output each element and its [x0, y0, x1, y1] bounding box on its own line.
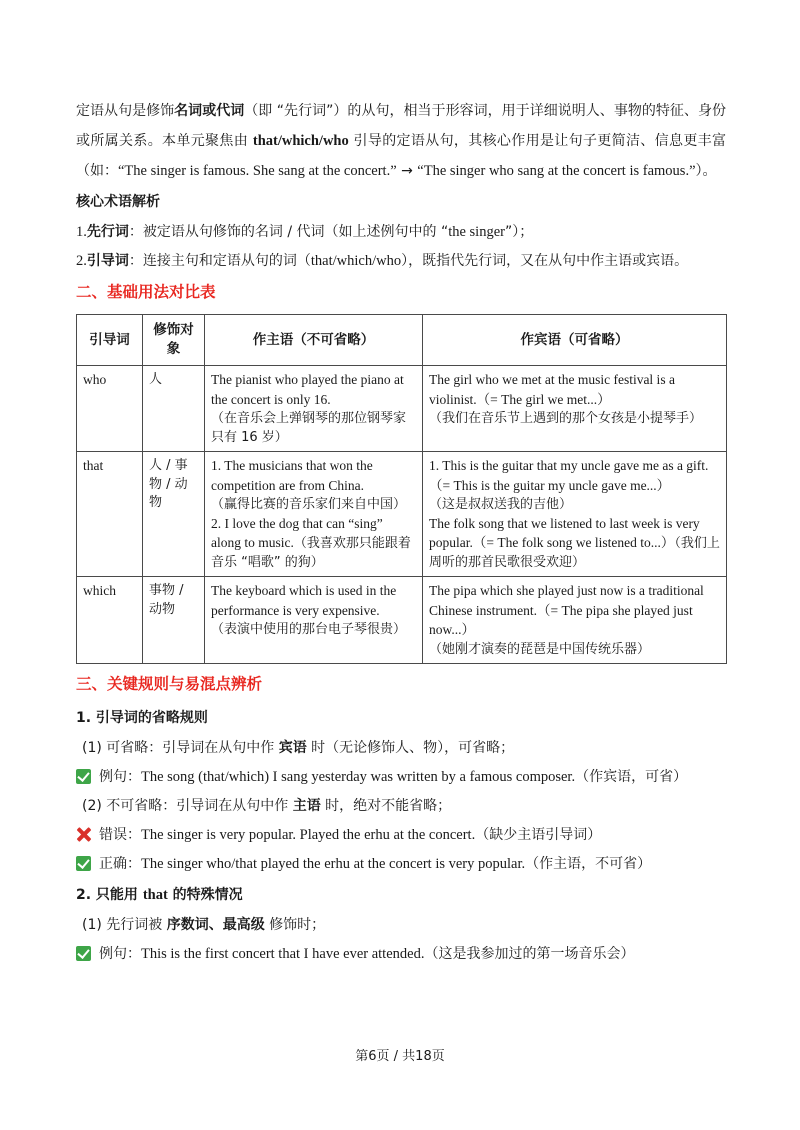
target-text: 人 / 事物 / 动物: [149, 458, 188, 510]
cell-word: [77, 452, 143, 577]
rule-1-b-bold: 主语: [292, 798, 321, 814]
page-footer: 第6页 / 共18页: [355, 1049, 445, 1064]
header-word: 引导词: [77, 315, 143, 366]
right-label: 正确：: [99, 856, 141, 872]
header-subject: 作主语（不可省略）: [205, 315, 423, 366]
wrong-example: [76, 821, 726, 850]
intro-bold-2: that/which/who: [252, 133, 349, 149]
subject-english: The keyboard which is used in the performance is very expensive.: [211, 583, 397, 618]
rule-1-heading: 1. 引导词的省略规则: [76, 710, 208, 726]
cell-word: [77, 577, 143, 664]
intro-text-1: 定语从句是修饰: [76, 103, 175, 119]
subject-english-2: 2. I love the dog that can “sing” along to music.: [211, 515, 383, 550]
rule-2-a-end: 修饰时；: [264, 917, 326, 933]
object-english: 1. This is the guitar that my uncle gave me as a gift.（= This is the guitar my uncle gave me...）: [429, 458, 709, 493]
subject-chinese: （在音乐会上弹钢琴的那位钢琴家只有 16 岁）: [211, 411, 407, 445]
rule-1-a-text: (1) 可省略：引导词在从句中作: [82, 740, 279, 756]
rule-2-heading-end: 的特殊情况: [167, 887, 243, 903]
check-mark-icon: [76, 769, 91, 784]
example-chinese: （这是我参加过的第一场音乐会）: [424, 946, 635, 962]
rule-2-heading-text: 2. 只能用: [76, 887, 143, 903]
cell-target: [143, 577, 205, 664]
rule-1-a-bold: 宾语: [278, 740, 307, 756]
target-text: 事物 / 动物: [149, 583, 184, 617]
cell-object: [423, 452, 727, 577]
right-chinese: （作主语，不可省）: [525, 856, 652, 872]
wrong-chinese: （缺少主语引导词）: [475, 827, 602, 843]
target-text: 人: [149, 372, 163, 387]
rule-2-heading-english: that: [142, 887, 168, 903]
example-2: [76, 940, 726, 969]
object-english: The pipa which she played just now is a traditional Chinese instrument.（= The pipa she played just now...）: [429, 583, 704, 637]
subject-chinese: （表演中使用的那台电子琴很贵）: [211, 622, 407, 637]
example-chinese: （作宾语，可省）: [575, 769, 688, 785]
term-2-english: that/which/who: [310, 253, 402, 269]
intro-example-after: “The singer who sang at the concert is famous.”: [417, 163, 696, 179]
object-chinese: （我们在音乐节上遇到的那个女孩是小提琴手）: [429, 411, 703, 426]
example-label: 例句：: [99, 946, 141, 962]
subject-chinese-2: （我喜欢那只能跟着音乐 “唱歌” 的狗）: [211, 536, 411, 570]
right-example: [76, 850, 726, 879]
term-1-number: 1.: [76, 224, 87, 240]
rule-2-a-bold: 序数词、最高级: [166, 917, 265, 933]
term-2-number: 2.: [76, 253, 87, 269]
table-row: [77, 577, 727, 664]
word-text: that: [83, 458, 104, 473]
right-english: The singer who/that played the erhu at the concert is very popular.: [141, 856, 526, 872]
object-english: The girl who we met at the music festival is a violinist.（= The girl we met...）: [429, 372, 675, 407]
cell-target: [143, 452, 205, 577]
cell-subject: [205, 452, 423, 577]
header-object: 作宾语（可省略）: [423, 315, 727, 366]
cell-subject: [205, 577, 423, 664]
term-1-name: 先行词: [86, 224, 129, 240]
object-english-2: The folk song that we listened to last week is very popular.（= The folk song we listened to...）: [429, 515, 700, 550]
terms-heading: 核心术语解析: [76, 194, 160, 210]
table-row: [77, 366, 727, 452]
word-text: which: [83, 583, 116, 598]
header-target: 修饰对象: [143, 315, 205, 366]
intro-text-4: ）。: [695, 163, 717, 179]
intro-arrow: →: [396, 163, 418, 179]
subject-english: The pianist who played the piano at the concert is only 16.: [211, 372, 404, 407]
word-text: who: [83, 372, 107, 387]
cell-object: [423, 366, 727, 452]
subject-english: 1. The musicians that won the competition are from China.: [211, 458, 373, 493]
example-label: 例句：: [99, 769, 141, 785]
rule-2-a-text: (1) 先行词被: [82, 917, 167, 933]
object-chinese: （她刚才演奏的琵琶是中国传统乐器）: [429, 641, 651, 657]
subject-chinese: （赢得比赛的音乐家们来自中国）: [211, 497, 407, 512]
comparison-table: [76, 314, 727, 664]
cell-object: [423, 577, 727, 664]
term-1-text: ：被定语从句修饰的名词 / 代词（如上述例句中的 “: [128, 224, 449, 240]
rule-1-b-text: (2) 不可省略：引导词在从句中作: [82, 798, 293, 814]
intro-example-before: “The singer is famous. She sang at the concert.”: [118, 163, 397, 179]
section-3-heading: 三、关键规则与易混点辨析: [76, 675, 263, 693]
page-content: [76, 96, 726, 969]
check-mark-icon: [76, 856, 91, 871]
table-header-row: [77, 315, 727, 366]
rule-1-a-end: 时（无论修饰人、物），可省略；: [306, 740, 515, 756]
example-english: The song (that/which) I sang yesterday was written by a famous composer.: [141, 769, 576, 785]
rule-1-b: [76, 792, 726, 821]
cell-subject: [205, 366, 423, 452]
wrong-english: The singer is very popular. Played the erhu at the concert.: [141, 827, 476, 843]
term-1: [76, 218, 726, 247]
check-mark-icon: [76, 946, 91, 961]
rule-1-a: [76, 734, 726, 763]
object-chinese-2: （我们上周听的那首民歌很受欢迎）: [429, 536, 720, 570]
example-english: This is the first concert that I have ever attended.: [141, 946, 425, 962]
term-1-end: ”）；: [504, 224, 534, 240]
cell-target: [143, 366, 205, 452]
object-chinese: （这是叔叔送我的吉他）: [429, 497, 573, 512]
cross-mark-icon: [76, 827, 91, 842]
cell-word: [77, 366, 143, 452]
table-row: [77, 452, 727, 577]
term-2: [76, 247, 726, 276]
intro-text-2: （即 “先行词”）的从句，相当于形容词，用于详细说明人、事物的特征、身份或所属关系。本单元聚焦由: [76, 103, 726, 149]
section-2-heading: 二、基础用法对比表: [76, 283, 216, 301]
term-2-name: 引导词: [86, 253, 129, 269]
term-2-end: ），既指代先行词，又在从句中作主语或宾语。: [401, 253, 689, 269]
rule-2-heading: [76, 879, 726, 911]
intro-paragraph: [76, 96, 726, 186]
rule-1-b-end: 时，绝对不能省略；: [320, 798, 452, 814]
wrong-label: 错误：: [99, 827, 141, 843]
example-1: [76, 763, 726, 792]
rule-2-a: [76, 911, 726, 940]
intro-text-3: 引导的定语从句，其核心作用是让句子更简洁、信息更丰富（如：: [76, 133, 727, 179]
term-2-text: ：连接主句和定语从句的词（: [128, 253, 311, 269]
term-1-english: the singer: [448, 224, 505, 240]
intro-bold-1: 名词或代词: [174, 103, 245, 119]
